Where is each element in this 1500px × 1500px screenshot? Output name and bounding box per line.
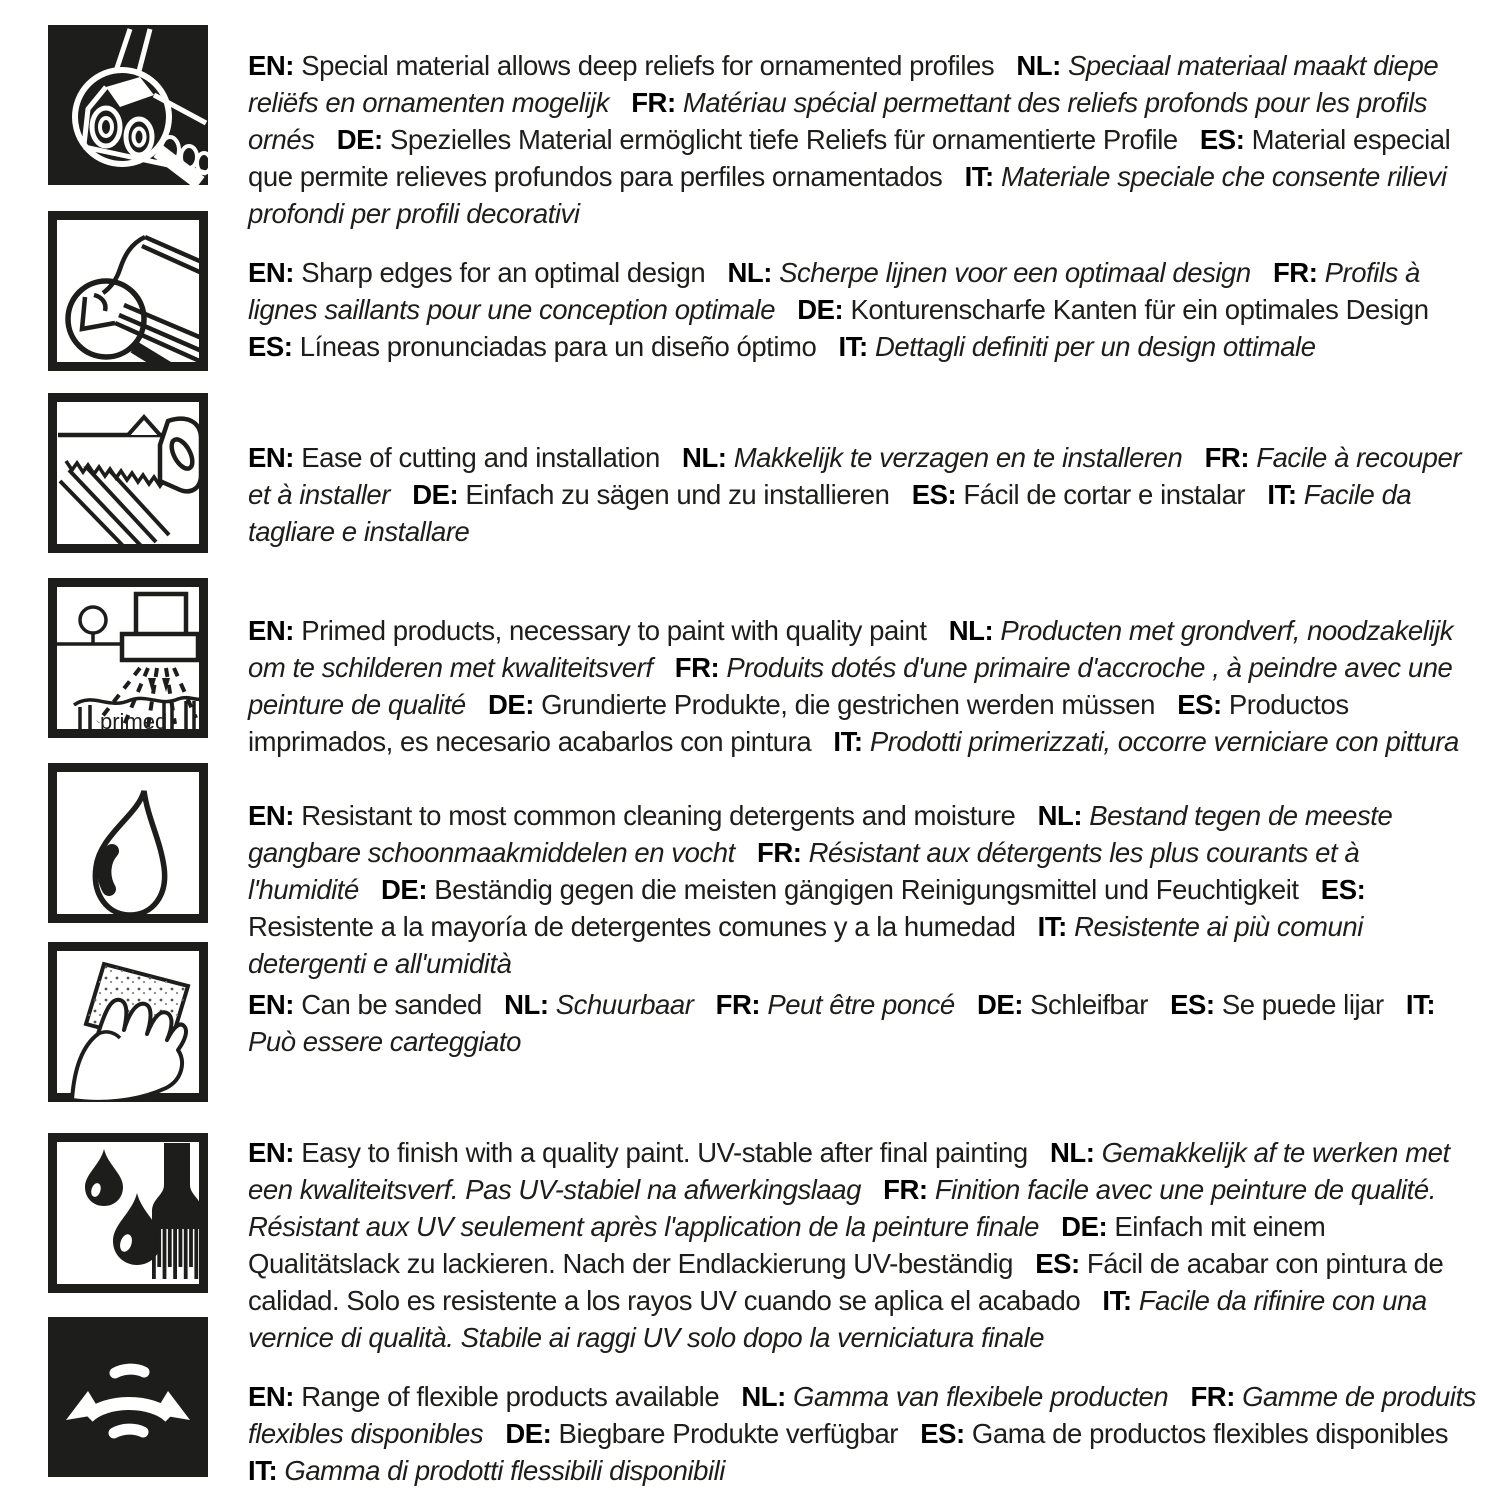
feature-desc-nl (504, 989, 693, 1020)
description-text: Easy to finish with a quality paint. UV-stable after final painting (294, 1136, 1028, 1168)
description-text: Einfach zu sägen und zu installieren (458, 478, 890, 510)
description-text: Scherpe lijnen voor een optimaal design (771, 256, 1251, 288)
feature-text (248, 47, 1480, 232)
feature-desc-de (381, 874, 1299, 905)
description-text: Résistant aux détergents les plus courants et à l'humidité (248, 836, 1360, 905)
language-label: FR: (631, 86, 676, 118)
description-text: Spezielles Material ermöglicht tiefe Reliefs für ornamentierte Profile (382, 123, 1178, 155)
description-text: Ease of cutting and installation (294, 441, 660, 473)
feature-desc-it (248, 1455, 725, 1486)
feature-desc-en (248, 50, 994, 81)
language-label: IT: (833, 725, 863, 757)
language-label: ES: (1035, 1247, 1080, 1279)
language-label: DE: (487, 688, 534, 720)
language-label: ES: (1170, 988, 1215, 1020)
feature-desc-es (912, 479, 1245, 510)
language-label: FR: (1272, 256, 1318, 288)
description-text: Fácil de acabar con pintura de calidad. Solo es resistente a los rayos UV cuando se aplica el acabado (248, 1247, 1444, 1316)
feature-desc-it (833, 726, 1458, 757)
language-label: EN: (248, 1136, 295, 1168)
primed-label: primed (100, 709, 168, 734)
language-label: IT: (1267, 478, 1297, 510)
description-text: Einfach mit einem Qualitätslack zu lackieren. Nach der Endlackierung UV-beständig (248, 1210, 1326, 1279)
feature-desc-de (505, 1418, 898, 1449)
description-text: Prodotti primerizzati, occorre verniciare con pittura (862, 725, 1459, 757)
language-label: IT: (1102, 1284, 1132, 1316)
feature-desc-de (797, 294, 1428, 325)
primer-spray-icon (48, 578, 208, 738)
description-text: Sharp edges for an optimal design (294, 256, 706, 288)
language-label: DE: (381, 873, 428, 905)
language-label: NL: (948, 614, 994, 646)
flexible-arrows-icon (48, 1317, 208, 1477)
language-label: EN: (248, 988, 295, 1020)
language-label: FR: (1190, 1380, 1235, 1412)
language-label: DE: (797, 293, 844, 325)
feature-desc-es (248, 331, 816, 362)
saw-cutting-icon (48, 393, 208, 553)
language-label: FR: (674, 651, 720, 683)
water-drop-icon (48, 763, 208, 923)
language-label: ES: (1320, 873, 1366, 905)
description-text: Schuurbaar (548, 988, 694, 1020)
description-text: Facile à recouper et à installer (248, 441, 1462, 510)
language-label: DE: (505, 1417, 552, 1449)
description-text: Gamma van flexibele producten (785, 1380, 1169, 1412)
description-text: Makkelijk te verzagen en te installeren (726, 441, 1183, 473)
language-label: DE: (976, 988, 1023, 1020)
description-text: Facile da tagliare e installare (248, 478, 1412, 547)
description-text: Material especial que permite relieves profundos para perfiles ornamentados (248, 123, 1451, 192)
feature-desc-es (920, 1418, 1448, 1449)
language-label: EN: (248, 49, 295, 81)
description-text: Resistente a la mayoría de detergentes comunes y a la humedad (248, 910, 1016, 942)
feature-desc-es (1170, 989, 1384, 1020)
feature-text (248, 797, 1480, 982)
language-label: NL: (1049, 1136, 1095, 1168)
language-label: FR: (756, 836, 802, 868)
language-label: IT: (964, 160, 994, 192)
description-text: Facile da rifinire con una vernice di qualità. Stabile ai raggi UV solo dopo la verniciatura finale (248, 1284, 1427, 1353)
feature-desc-en (248, 615, 927, 646)
language-label: NL: (741, 1380, 786, 1412)
feature-desc-de (977, 989, 1148, 1020)
feature-desc-en (248, 442, 660, 473)
description-text: Speciaal materiaal maakt diepe reliëfs en ornamenten mogelijk (248, 49, 1439, 118)
description-text: Productos imprimados, es necesario acabarlos con pintura (248, 688, 1349, 757)
description-text: Biegbare Produkte verfügbar (551, 1417, 899, 1449)
description-text: Produits dotés d'une primaire d'accroche , à peindre avec une peinture de qualité (248, 651, 1453, 720)
feature-text (248, 1134, 1480, 1356)
description-text: Producten met grondverf, noodzakelijk om te schilderen met kwaliteitsverf (248, 614, 1454, 683)
language-label: EN: (248, 614, 295, 646)
relief-magnifier-icon (48, 25, 208, 185)
language-label: IT: (838, 330, 868, 362)
language-label: NL: (504, 988, 549, 1020)
language-label: NL: (682, 441, 727, 473)
language-label: ES: (920, 1417, 965, 1449)
feature-desc-de (488, 689, 1155, 720)
language-label: NL: (727, 256, 772, 288)
description-text: Peut être poncé (760, 988, 955, 1020)
language-label: EN: (248, 799, 295, 831)
description-text: Profils à lignes saillants pour une conception optimale (248, 256, 1420, 325)
description-text: Líneas pronunciadas para un diseño óptimo (292, 330, 817, 362)
language-label: EN: (248, 256, 295, 288)
description-text: Materiale speciale che consente rilievi profondi per profili decorativi (248, 160, 1447, 229)
feature-text (248, 612, 1480, 760)
description-text: Primed products, necessary to paint with quality paint (294, 614, 927, 646)
language-label: NL: (1037, 799, 1083, 831)
paint-brush-drops-icon (48, 1133, 208, 1293)
feature-desc-nl (682, 442, 1182, 473)
language-label: ES: (1199, 123, 1245, 155)
language-label: IT: (248, 1454, 278, 1486)
language-label: EN: (248, 441, 295, 473)
language-label: FR: (1204, 441, 1250, 473)
description-text: Fácil de cortar e instalar (956, 478, 1246, 510)
feature-desc-en (248, 800, 1015, 831)
language-label: DE: (412, 478, 459, 510)
description-text: Gamma di prodotti flessibili disponibili (277, 1454, 725, 1486)
description-text: Konturenscharfe Kanten für ein optimales Design (843, 293, 1429, 325)
language-label: ES: (1177, 688, 1222, 720)
description-text: Gemakkelijk af te werken met een kwaliteitsverf. Pas UV-stabiel na afwerkingslaag (248, 1136, 1450, 1205)
feature-text (248, 1378, 1480, 1489)
description-text: Matériau spécial permettant des reliefs profonds pour les profils ornés (248, 86, 1428, 155)
language-label: ES: (911, 478, 957, 510)
feature-desc-nl (741, 1381, 1168, 1412)
language-label: ES: (248, 330, 293, 362)
description-text: Gama de productos flexibles disponibles (964, 1417, 1449, 1449)
description-text: Range of flexible products available (294, 1380, 720, 1412)
feature-desc-de (412, 479, 889, 510)
description-text: Grundierte Produkte, die gestrichen werden müssen (533, 688, 1155, 720)
language-label: DE: (1061, 1210, 1108, 1242)
description-text: Resistant to most common cleaning detergents and moisture (294, 799, 1016, 831)
feature-desc-it (839, 331, 1316, 362)
description-text: Bestand tegen de meeste gangbare schoonmaakmiddelen en vocht (248, 799, 1393, 868)
language-label: EN: (248, 1380, 295, 1412)
feature-text (248, 439, 1480, 550)
feature-desc-de (337, 124, 1178, 155)
feature-desc-fr (716, 989, 955, 1020)
description-text: Finition facile avec une peinture de qualité. Résistant aux UV seulement après l'application de la peinture finale (248, 1173, 1436, 1242)
description-text: Resistente ai più comuni detergenti e all'umidità (248, 910, 1363, 979)
feature-text (248, 254, 1480, 365)
description-text: Gamme de produits flexibles disponibles (248, 1380, 1476, 1449)
description-text: Can be sanded (294, 988, 482, 1020)
feature-text (248, 986, 1480, 1060)
description-text: Se puede lijar (1214, 988, 1384, 1020)
description-text: Dettagli definiti per un design ottimale (867, 330, 1316, 362)
language-label: DE: (336, 123, 383, 155)
description-text: Beständig gegen die meisten gängigen Reinigungsmittel und Feuchtigkeit (427, 873, 1299, 905)
description-text: Schleifbar (1022, 988, 1148, 1020)
description-text: Special material allows deep reliefs for ornamented profiles (294, 49, 995, 81)
language-label: NL: (1016, 49, 1061, 81)
language-label: FR: (883, 1173, 928, 1205)
language-label: IT: (1037, 910, 1067, 942)
feature-desc-en (248, 1381, 719, 1412)
description-text: Può essere carteggiato (248, 1025, 521, 1057)
feature-desc-nl (727, 257, 1250, 288)
sanding-hand-icon (48, 942, 208, 1102)
feature-desc-en (248, 989, 482, 1020)
language-label: FR: (715, 988, 761, 1020)
feature-desc-en (248, 257, 705, 288)
feature-desc-en (248, 1137, 1028, 1168)
language-label: IT: (1405, 988, 1436, 1020)
sharp-edge-magnifier-icon (48, 211, 208, 371)
